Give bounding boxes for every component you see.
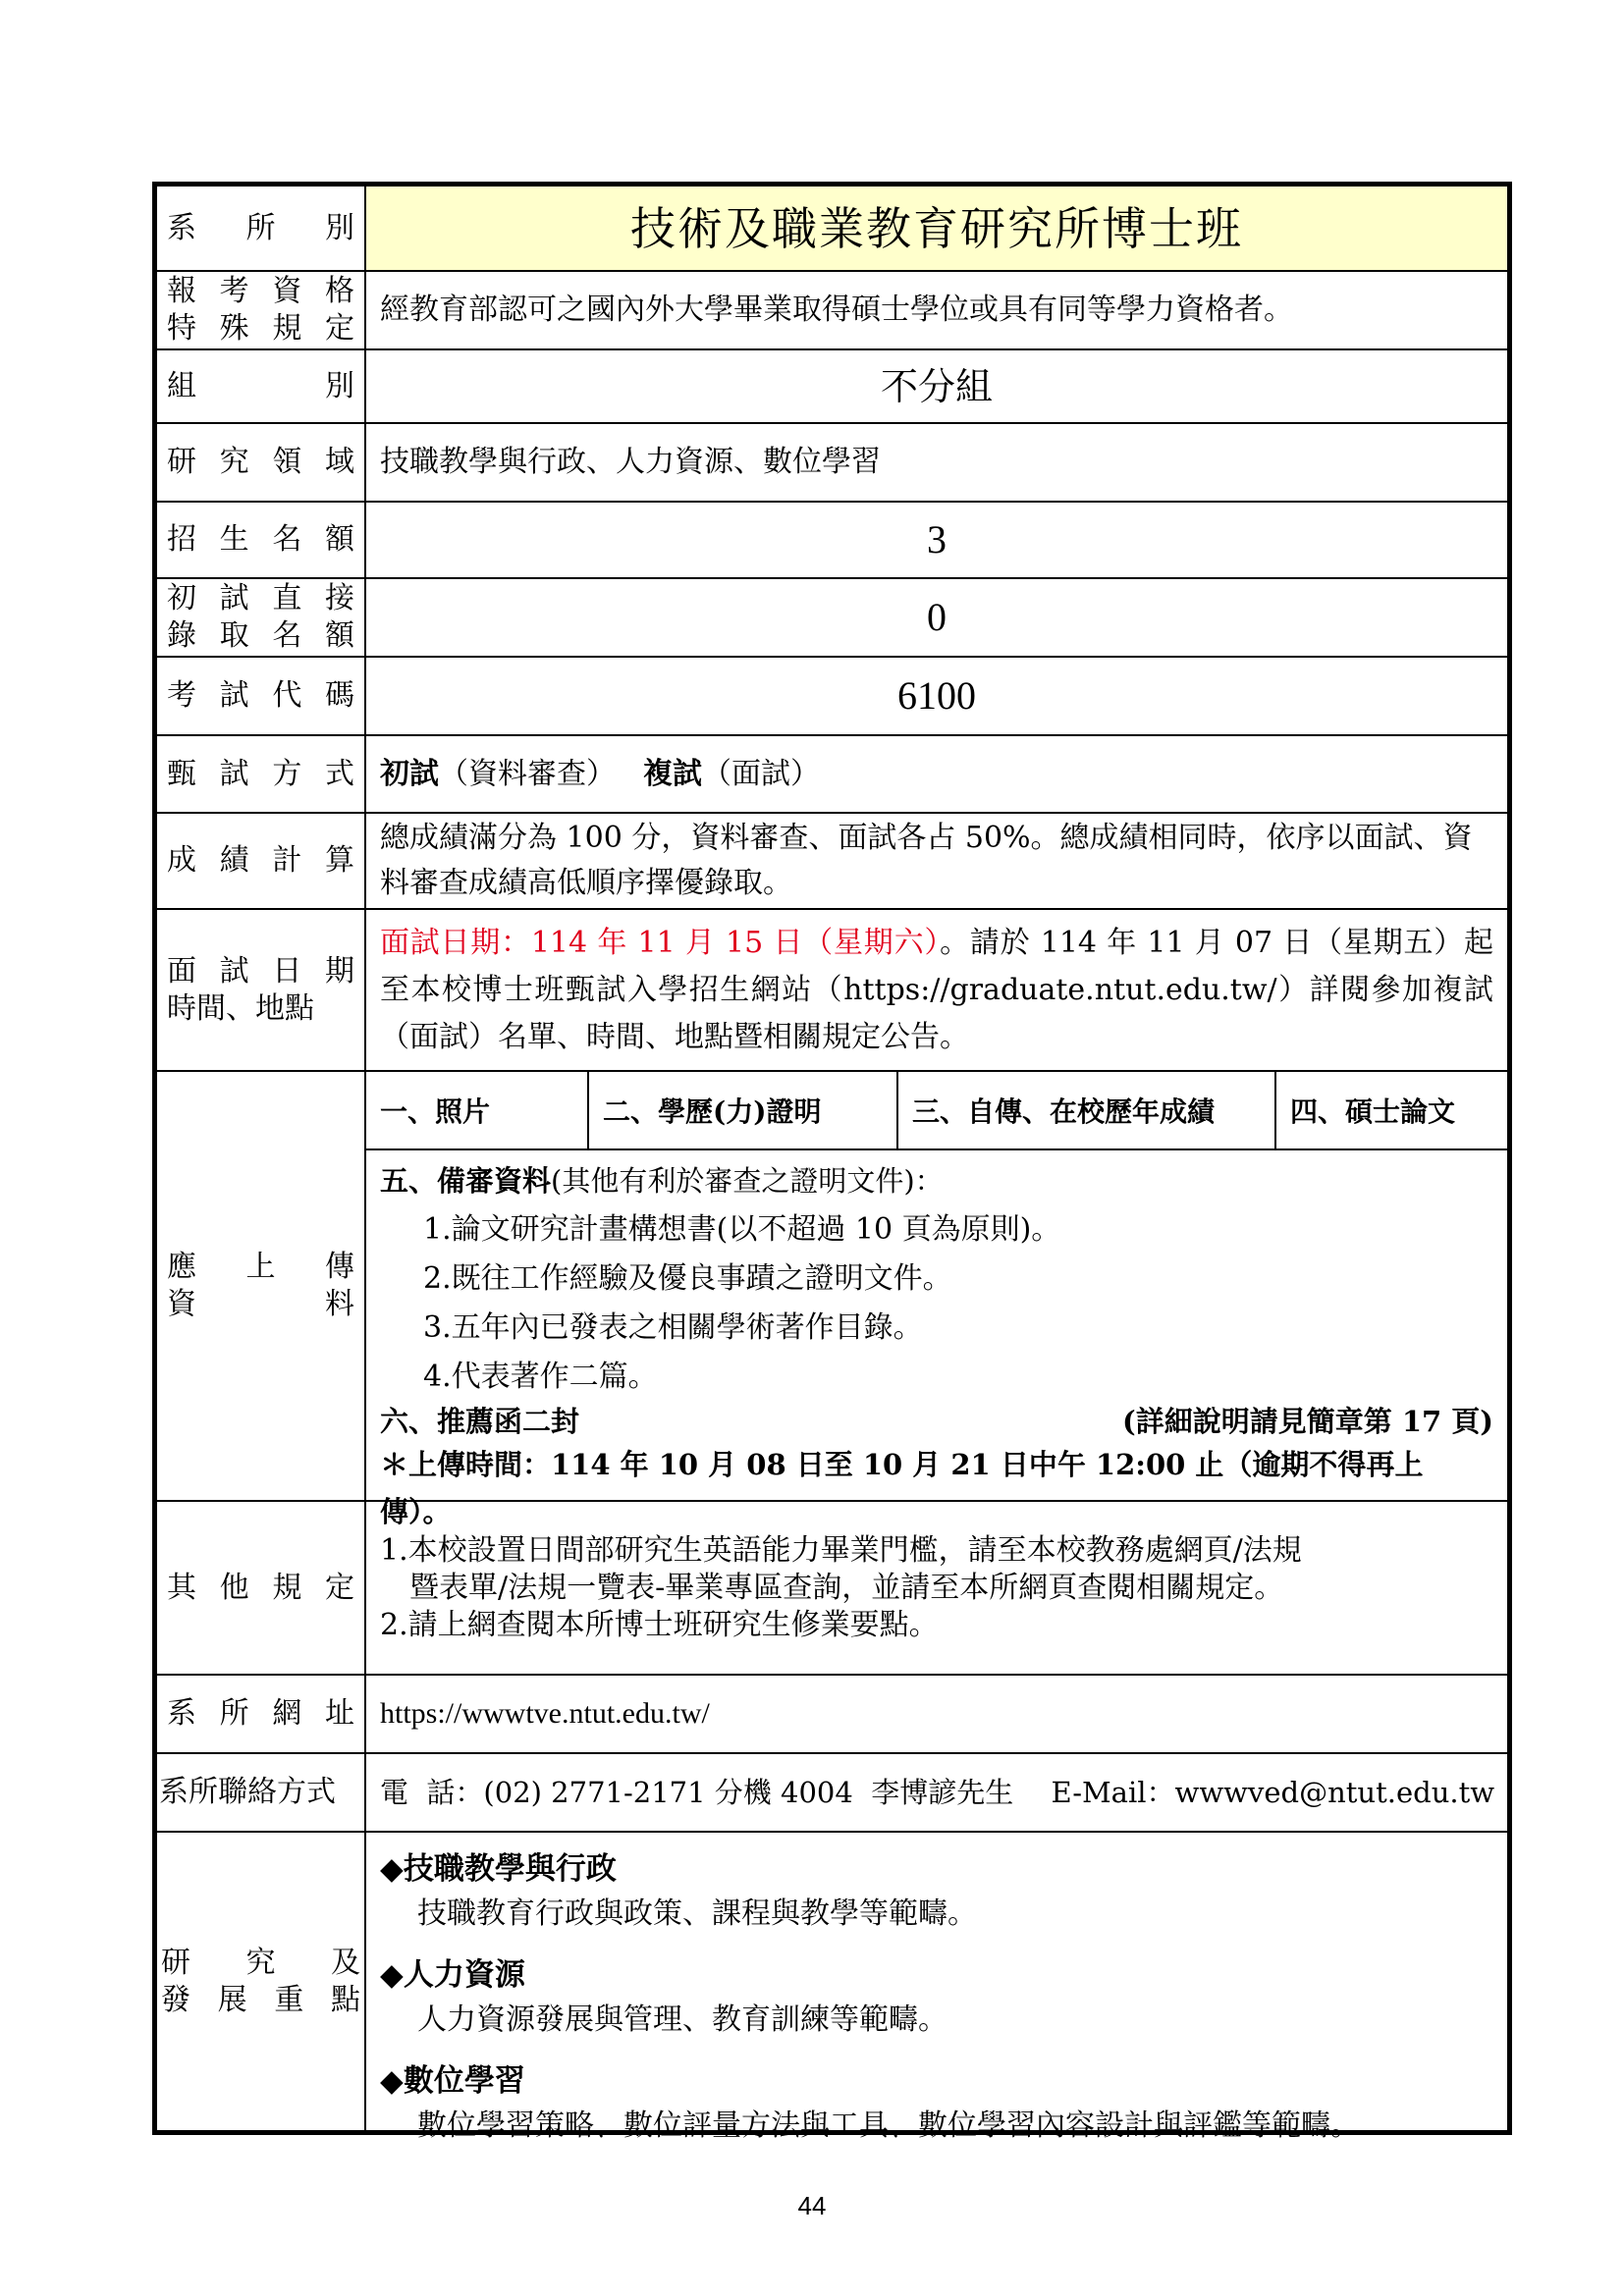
label-text: 錄 取 名 額 bbox=[167, 618, 354, 653]
focus-desc-2: 人力資源發展與管理、教育訓練等範疇。 bbox=[417, 2002, 947, 2037]
label-exam-code bbox=[157, 658, 366, 734]
item6-note: (詳細說明請見簡章第 17 頁) bbox=[1122, 1405, 1493, 1438]
label-interview bbox=[157, 910, 366, 1070]
exam-code-value: 6100 bbox=[897, 673, 976, 718]
row-other bbox=[157, 1500, 1507, 1674]
label-text: 系 所 別 bbox=[167, 210, 354, 245]
item5-list-2: 2.既往工作經驗及優良事蹟之證明文件。 bbox=[423, 1261, 952, 1296]
row-website bbox=[157, 1674, 1507, 1752]
label-focus bbox=[157, 1833, 366, 2130]
field-value: 技職教學與行政、人力資源、數位學習 bbox=[380, 445, 881, 479]
focus-heading-3: ◆數位學習 bbox=[380, 2063, 525, 2099]
item6-title: 六、推薦函二封 bbox=[380, 1405, 580, 1438]
label-contact bbox=[157, 1754, 366, 1831]
interview-value bbox=[366, 910, 1507, 1070]
label-text: 考 試 代 碼 bbox=[167, 678, 354, 713]
other-line-2: 暨表單/法規一覽表-畢業專區查詢，並請至本所網頁查閱相關規定。 bbox=[380, 1570, 1284, 1605]
focus-list bbox=[366, 1833, 1507, 2143]
focus-desc-1: 技職教育行政與政策、課程與教學等範疇。 bbox=[417, 1896, 977, 1931]
method-first: 初試 bbox=[380, 756, 439, 791]
label-upload bbox=[157, 1072, 366, 1500]
other-line-1: 1.本校設置日間部研究生英語能力畢業門檻，請至本校教務處網頁/法規 bbox=[380, 1532, 1302, 1568]
focus-heading-1: ◆技職教學與行政 bbox=[380, 1851, 617, 1887]
label-text: 其 他 規 定 bbox=[167, 1570, 354, 1605]
row-focus bbox=[157, 1831, 1507, 2143]
admission-table bbox=[152, 182, 1512, 2143]
focus-heading-2: ◆人力資源 bbox=[380, 1957, 525, 1993]
label-text: 招 生 名 額 bbox=[167, 522, 354, 557]
row-eligibility bbox=[157, 270, 1507, 348]
label-text: 報 考 資 格 bbox=[167, 274, 354, 308]
item5-list-1: 1.論文研究計畫構想書(以不超過 10 頁為原則)。 bbox=[423, 1212, 1061, 1247]
method-second-detail: （面試） bbox=[702, 756, 820, 791]
label-text: 組 別 bbox=[167, 368, 354, 403]
label-text: 系 所 網 址 bbox=[167, 1696, 354, 1731]
method-first-detail: （資料審查） bbox=[439, 756, 616, 791]
row-interview bbox=[157, 908, 1507, 1070]
row-quota bbox=[157, 501, 1507, 577]
upload-details bbox=[366, 1148, 1507, 1528]
label-scoring bbox=[157, 814, 366, 908]
item5-list-4: 4.代表著作二篇。 bbox=[423, 1360, 658, 1394]
upload-deadline: ＊上傳時間：114 年 10 月 08 日至 10 月 21 日中午 12:00 止（逾期不得再上傳）。 bbox=[380, 1448, 1424, 1528]
other-line-3: 2.請上網查閱本所博士班研究生修業要點。 bbox=[380, 1607, 939, 1642]
label-text: 成 績 計 算 bbox=[167, 843, 354, 878]
item5-note: (其他有利於審查之證明文件)： bbox=[551, 1164, 944, 1198]
row-group bbox=[157, 348, 1507, 422]
label-text: 資 料 bbox=[167, 1287, 354, 1321]
page-number: 44 bbox=[797, 2191, 827, 2220]
label-text: 初 試 直 接 bbox=[167, 581, 354, 615]
label-text: 發 展 重 點 bbox=[161, 1982, 360, 2017]
label-direct-quota bbox=[157, 579, 366, 656]
doc-photo: 一、照片 bbox=[366, 1072, 589, 1148]
row-exam-code bbox=[157, 656, 1507, 734]
scoring-value: 總成績滿分為 100 分，資料審查、面試各占 50%。總成績相同時，依序以面試、資料審查成績高低順序擇優錄取。 bbox=[380, 821, 1473, 900]
label-group bbox=[157, 350, 366, 422]
method-value bbox=[366, 736, 1507, 812]
doc-degree: 二、學歷(力)證明 bbox=[589, 1072, 898, 1148]
required-documents bbox=[366, 1072, 1507, 1150]
label-text: 時間、地點 bbox=[167, 990, 314, 1026]
label-field bbox=[157, 424, 366, 501]
label-text: 系所聯絡方式 bbox=[159, 1775, 336, 1809]
direct-quota-value: 0 bbox=[927, 595, 947, 639]
label-website bbox=[157, 1676, 366, 1752]
label-text: 甄 試 方 式 bbox=[167, 756, 354, 791]
contact-value: 電 話：(02) 2771-2171 分機 4004 李博諺先生 E-Mail：wwwved@ntut.edu.tw bbox=[380, 1776, 1495, 1809]
row-department bbox=[157, 187, 1507, 270]
website-link[interactable]: https://wwwtve.ntut.edu.tw/ bbox=[380, 1697, 710, 1730]
item5-title: 五、備審資料 bbox=[380, 1164, 552, 1198]
row-scoring bbox=[157, 812, 1507, 908]
row-field bbox=[157, 422, 1507, 501]
method-second: 複試 bbox=[643, 756, 702, 791]
group-value: 不分組 bbox=[880, 364, 993, 408]
eligibility-value: 經教育部認可之國內外大學畢業取得碩士學位或具有同等學力資格者。 bbox=[380, 293, 1293, 327]
row-method bbox=[157, 734, 1507, 812]
label-method bbox=[157, 736, 366, 812]
focus-desc-3: 數位學習策略、數位評量方法與工具、數位學習內容設計與評鑑等範疇。 bbox=[417, 2109, 1360, 2143]
label-text: 研 究 領 域 bbox=[167, 445, 354, 479]
label-department bbox=[157, 187, 366, 270]
doc-autobiography: 三、自傳、在校歷年成績 bbox=[898, 1072, 1276, 1148]
label-eligibility bbox=[157, 272, 366, 348]
item5-list-3: 3.五年內已發表之相關學術著作目錄。 bbox=[423, 1310, 923, 1345]
interview-notice: 。請於 114 年 11 月 07 日（星期五）起至本校博士班甄試入學招生網站（https://graduate.ntut.edu.tw/）詳閱參加複試（面試）名單、時間、地點暨相關規定公告。 bbox=[380, 925, 1494, 1054]
label-text: 面 試 日 期 bbox=[167, 953, 354, 988]
doc-thesis: 四、碩士論文 bbox=[1290, 1095, 1456, 1128]
interview-date: 面試日期：114 年 11 月 15 日（星期六） bbox=[380, 925, 941, 960]
row-direct-quota bbox=[157, 577, 1507, 656]
label-text: 應 上 傳 bbox=[167, 1250, 354, 1284]
row-upload bbox=[157, 1070, 1507, 1528]
label-text: 研 究 及 bbox=[161, 1945, 360, 1980]
other-value bbox=[366, 1502, 1507, 1674]
label-other bbox=[157, 1502, 366, 1674]
label-text: 特 殊 規 定 bbox=[167, 311, 354, 346]
department-title: 技術及職業教育研究所博士班 bbox=[366, 187, 1507, 270]
quota-value: 3 bbox=[927, 517, 947, 561]
label-quota bbox=[157, 503, 366, 577]
row-contact bbox=[157, 1752, 1507, 1831]
